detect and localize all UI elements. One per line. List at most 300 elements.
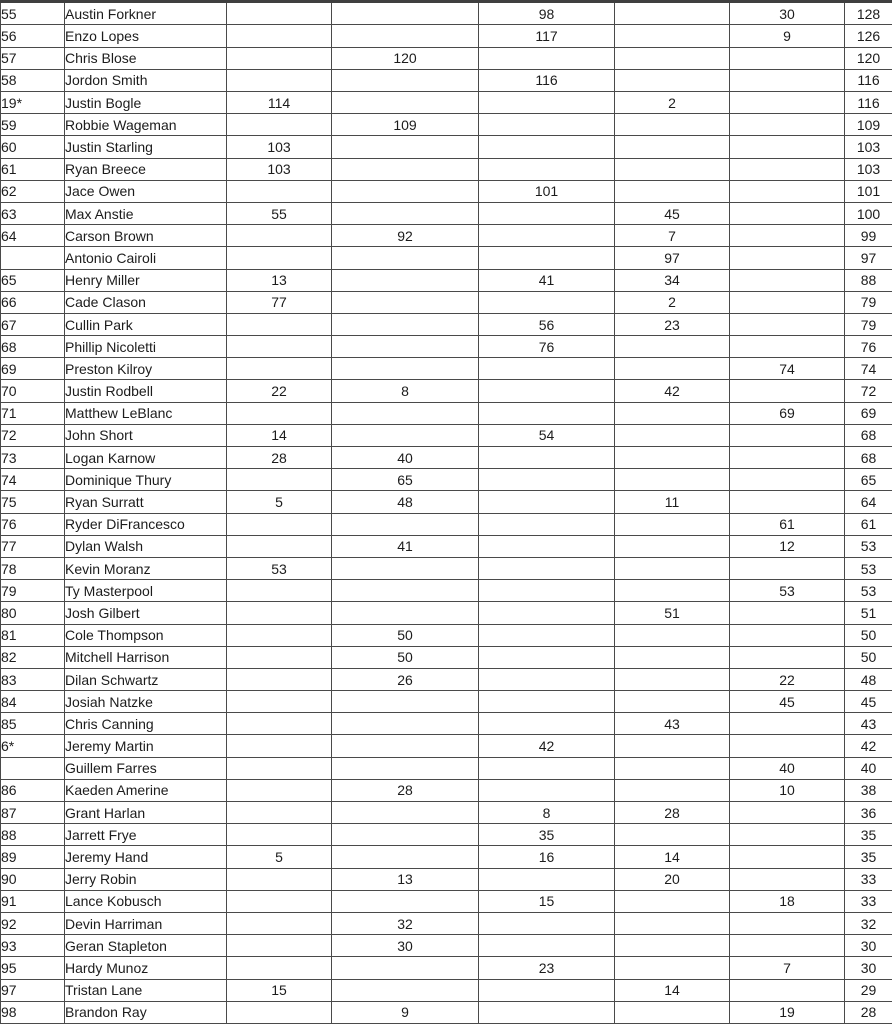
points-4-cell: 45 — [615, 202, 730, 224]
points-4-cell — [615, 447, 730, 469]
points-5-cell — [730, 868, 845, 890]
rank-cell: 98 — [1, 1001, 65, 1023]
rank-cell: 82 — [1, 646, 65, 668]
points-4-cell — [615, 25, 730, 47]
rank-cell: 59 — [1, 114, 65, 136]
table-row — [1, 802, 892, 824]
rank-cell — [1, 757, 65, 779]
rank-cell: 6* — [1, 735, 65, 757]
rank-cell: 97 — [1, 979, 65, 1001]
points-5-cell: 69 — [730, 402, 845, 424]
points-3-cell — [479, 358, 615, 380]
points-3-cell — [479, 1001, 615, 1023]
points-3-cell — [479, 402, 615, 424]
points-2-cell: 65 — [332, 469, 479, 491]
name-cell: Dylan Walsh — [65, 535, 227, 557]
rank-cell: 77 — [1, 535, 65, 557]
points-4-cell — [615, 580, 730, 602]
points-3-cell: 23 — [479, 957, 615, 979]
points-1-cell — [227, 668, 332, 690]
points-5-cell — [730, 180, 845, 202]
total-cell: 103 — [845, 158, 892, 180]
name-cell: Jeremy Hand — [65, 846, 227, 868]
points-4-cell: 23 — [615, 313, 730, 335]
table-row — [1, 713, 892, 735]
points-4-cell — [615, 535, 730, 557]
points-3-cell — [479, 158, 615, 180]
total-cell: 35 — [845, 846, 892, 868]
points-1-cell — [227, 580, 332, 602]
points-1-cell — [227, 247, 332, 269]
points-1-cell: 5 — [227, 491, 332, 513]
points-5-cell — [730, 247, 845, 269]
points-4-cell — [615, 47, 730, 69]
table-row — [1, 202, 892, 224]
points-1-cell — [227, 2, 332, 25]
name-cell: Jace Owen — [65, 180, 227, 202]
total-cell: 45 — [845, 691, 892, 713]
points-2-cell: 41 — [332, 535, 479, 557]
points-5-cell: 19 — [730, 1001, 845, 1023]
points-2-cell: 13 — [332, 868, 479, 890]
points-1-cell — [227, 912, 332, 934]
points-4-cell — [615, 402, 730, 424]
points-3-cell — [479, 557, 615, 579]
points-1-cell — [227, 513, 332, 535]
points-1-cell: 114 — [227, 92, 332, 114]
rank-cell: 55 — [1, 2, 65, 25]
points-1-cell — [227, 802, 332, 824]
points-2-cell — [332, 25, 479, 47]
points-4-cell — [615, 69, 730, 91]
total-cell: 33 — [845, 868, 892, 890]
table-row — [1, 779, 892, 801]
table-row — [1, 912, 892, 934]
points-3-cell — [479, 513, 615, 535]
points-3-cell — [479, 225, 615, 247]
name-cell: Henry Miller — [65, 269, 227, 291]
points-2-cell — [332, 69, 479, 91]
name-cell: Robbie Wageman — [65, 114, 227, 136]
points-4-cell — [615, 557, 730, 579]
points-3-cell — [479, 202, 615, 224]
total-cell: 72 — [845, 380, 892, 402]
table-row — [1, 402, 892, 424]
points-2-cell: 109 — [332, 114, 479, 136]
points-5-cell — [730, 424, 845, 446]
points-2-cell — [332, 92, 479, 114]
points-3-cell — [479, 935, 615, 957]
points-5-cell — [730, 336, 845, 358]
total-cell: 30 — [845, 957, 892, 979]
table-row — [1, 691, 892, 713]
points-5-cell — [730, 269, 845, 291]
table-row — [1, 513, 892, 535]
rank-cell: 65 — [1, 269, 65, 291]
points-4-cell — [615, 912, 730, 934]
total-cell: 35 — [845, 824, 892, 846]
points-5-cell: 61 — [730, 513, 845, 535]
rank-cell: 64 — [1, 225, 65, 247]
name-cell: Enzo Lopes — [65, 25, 227, 47]
points-3-cell — [479, 912, 615, 934]
points-1-cell — [227, 180, 332, 202]
points-1-cell — [227, 602, 332, 624]
total-cell: 53 — [845, 535, 892, 557]
points-4-cell: 11 — [615, 491, 730, 513]
points-4-cell — [615, 114, 730, 136]
points-5-cell — [730, 469, 845, 491]
points-4-cell — [615, 890, 730, 912]
points-3-cell — [479, 713, 615, 735]
table-row — [1, 890, 892, 912]
points-4-cell: 7 — [615, 225, 730, 247]
points-5-cell: 30 — [730, 2, 845, 25]
points-2-cell — [332, 846, 479, 868]
total-cell: 128 — [845, 2, 892, 25]
table-row — [1, 469, 892, 491]
rank-cell: 76 — [1, 513, 65, 535]
points-2-cell — [332, 602, 479, 624]
total-cell: 28 — [845, 1001, 892, 1023]
points-2-cell — [332, 713, 479, 735]
total-cell: 103 — [845, 136, 892, 158]
table-row — [1, 336, 892, 358]
points-5-cell — [730, 602, 845, 624]
points-2-cell — [332, 358, 479, 380]
name-cell: Ryan Surratt — [65, 491, 227, 513]
name-cell: Cade Clason — [65, 291, 227, 313]
total-cell: 120 — [845, 47, 892, 69]
name-cell: Jerry Robin — [65, 868, 227, 890]
total-cell: 79 — [845, 313, 892, 335]
total-cell: 116 — [845, 69, 892, 91]
table-row — [1, 757, 892, 779]
points-5-cell — [730, 846, 845, 868]
total-cell: 99 — [845, 225, 892, 247]
table-row — [1, 380, 892, 402]
points-5-cell — [730, 380, 845, 402]
name-cell: Logan Karnow — [65, 447, 227, 469]
points-4-cell — [615, 691, 730, 713]
rank-cell: 19* — [1, 92, 65, 114]
rank-cell: 95 — [1, 957, 65, 979]
points-3-cell — [479, 691, 615, 713]
name-cell: Cole Thompson — [65, 624, 227, 646]
points-4-cell — [615, 469, 730, 491]
points-1-cell — [227, 868, 332, 890]
total-cell: 51 — [845, 602, 892, 624]
points-4-cell — [615, 646, 730, 668]
points-5-cell — [730, 824, 845, 846]
points-1-cell: 55 — [227, 202, 332, 224]
table-row — [1, 846, 892, 868]
points-4-cell: 14 — [615, 846, 730, 868]
rank-cell: 93 — [1, 935, 65, 957]
points-3-cell — [479, 114, 615, 136]
points-5-cell — [730, 202, 845, 224]
points-1-cell — [227, 69, 332, 91]
name-cell: Austin Forkner — [65, 2, 227, 25]
rank-cell: 89 — [1, 846, 65, 868]
total-cell: 50 — [845, 646, 892, 668]
points-2-cell — [332, 424, 479, 446]
points-5-cell: 53 — [730, 580, 845, 602]
points-1-cell — [227, 779, 332, 801]
name-cell: Jordon Smith — [65, 69, 227, 91]
points-3-cell: 56 — [479, 313, 615, 335]
points-2-cell: 9 — [332, 1001, 479, 1023]
points-3-cell — [479, 380, 615, 402]
points-5-cell — [730, 912, 845, 934]
table-row — [1, 557, 892, 579]
points-4-cell — [615, 624, 730, 646]
total-cell: 53 — [845, 557, 892, 579]
points-4-cell: 34 — [615, 269, 730, 291]
table-row — [1, 225, 892, 247]
points-3-cell: 76 — [479, 336, 615, 358]
points-2-cell: 48 — [332, 491, 479, 513]
name-cell: Chris Blose — [65, 47, 227, 69]
points-5-cell — [730, 646, 845, 668]
name-cell: Carson Brown — [65, 225, 227, 247]
points-4-cell — [615, 668, 730, 690]
points-4-cell: 28 — [615, 802, 730, 824]
points-3-cell — [479, 668, 615, 690]
points-2-cell — [332, 580, 479, 602]
table-row — [1, 69, 892, 91]
total-cell: 32 — [845, 912, 892, 934]
points-1-cell — [227, 624, 332, 646]
rank-cell: 61 — [1, 158, 65, 180]
points-1-cell: 5 — [227, 846, 332, 868]
points-5-cell: 45 — [730, 691, 845, 713]
rank-cell: 72 — [1, 424, 65, 446]
name-cell: Antonio Cairoli — [65, 247, 227, 269]
points-2-cell: 120 — [332, 47, 479, 69]
table-row — [1, 735, 892, 757]
points-5-cell: 12 — [730, 535, 845, 557]
table-row — [1, 868, 892, 890]
points-4-cell: 2 — [615, 291, 730, 313]
points-1-cell — [227, 824, 332, 846]
points-3-cell: 54 — [479, 424, 615, 446]
points-1-cell — [227, 469, 332, 491]
points-2-cell: 32 — [332, 912, 479, 934]
points-3-cell — [479, 602, 615, 624]
name-cell: Dominique Thury — [65, 469, 227, 491]
name-cell: Devin Harriman — [65, 912, 227, 934]
points-2-cell — [332, 957, 479, 979]
points-3-cell — [479, 92, 615, 114]
table-row — [1, 424, 892, 446]
points-2-cell — [332, 2, 479, 25]
points-1-cell — [227, 47, 332, 69]
points-4-cell — [615, 424, 730, 446]
table-row — [1, 291, 892, 313]
points-3-cell: 42 — [479, 735, 615, 757]
name-cell: Ryan Breece — [65, 158, 227, 180]
total-cell: 88 — [845, 269, 892, 291]
rank-cell: 84 — [1, 691, 65, 713]
rank-cell: 66 — [1, 291, 65, 313]
table-row — [1, 668, 892, 690]
points-3-cell — [479, 624, 615, 646]
points-2-cell: 50 — [332, 624, 479, 646]
total-cell: 48 — [845, 668, 892, 690]
rank-cell: 70 — [1, 380, 65, 402]
total-cell: 43 — [845, 713, 892, 735]
points-3-cell — [479, 757, 615, 779]
points-3-cell: 8 — [479, 802, 615, 824]
points-4-cell — [615, 935, 730, 957]
name-cell: Matthew LeBlanc — [65, 402, 227, 424]
total-cell: 29 — [845, 979, 892, 1001]
points-2-cell: 26 — [332, 668, 479, 690]
points-4-cell — [615, 136, 730, 158]
points-5-cell — [730, 979, 845, 1001]
points-5-cell — [730, 136, 845, 158]
points-2-cell — [332, 202, 479, 224]
points-1-cell: 28 — [227, 447, 332, 469]
points-1-cell — [227, 225, 332, 247]
total-cell: 109 — [845, 114, 892, 136]
total-cell: 68 — [845, 447, 892, 469]
name-cell: John Short — [65, 424, 227, 446]
total-cell: 64 — [845, 491, 892, 513]
points-4-cell: 51 — [615, 602, 730, 624]
name-cell: Jarrett Frye — [65, 824, 227, 846]
points-4-cell: 2 — [615, 92, 730, 114]
points-5-cell: 74 — [730, 358, 845, 380]
rank-cell: 57 — [1, 47, 65, 69]
points-1-cell — [227, 646, 332, 668]
points-1-cell — [227, 114, 332, 136]
points-5-cell — [730, 624, 845, 646]
rank-cell: 69 — [1, 358, 65, 380]
rank-cell — [1, 247, 65, 269]
points-4-cell — [615, 735, 730, 757]
points-4-cell: 20 — [615, 868, 730, 890]
rank-cell: 92 — [1, 912, 65, 934]
name-cell: Mitchell Harrison — [65, 646, 227, 668]
rank-cell: 63 — [1, 202, 65, 224]
table-row — [1, 580, 892, 602]
points-1-cell — [227, 957, 332, 979]
name-cell: Phillip Nicoletti — [65, 336, 227, 358]
points-3-cell — [479, 868, 615, 890]
name-cell: Guillem Farres — [65, 757, 227, 779]
points-2-cell — [332, 291, 479, 313]
points-3-cell — [479, 447, 615, 469]
points-4-cell: 42 — [615, 380, 730, 402]
points-5-cell: 18 — [730, 890, 845, 912]
points-1-cell — [227, 713, 332, 735]
points-1-cell: 14 — [227, 424, 332, 446]
rank-cell: 79 — [1, 580, 65, 602]
points-5-cell — [730, 313, 845, 335]
points-2-cell — [332, 513, 479, 535]
name-cell: Ty Masterpool — [65, 580, 227, 602]
points-2-cell — [332, 313, 479, 335]
total-cell: 30 — [845, 935, 892, 957]
points-3-cell — [479, 47, 615, 69]
points-3-cell — [479, 469, 615, 491]
points-1-cell — [227, 25, 332, 47]
total-cell: 38 — [845, 779, 892, 801]
name-cell: Justin Starling — [65, 136, 227, 158]
points-5-cell — [730, 225, 845, 247]
points-5-cell — [730, 69, 845, 91]
name-cell: Dilan Schwartz — [65, 668, 227, 690]
total-cell: 40 — [845, 757, 892, 779]
total-cell: 68 — [845, 424, 892, 446]
points-4-cell — [615, 358, 730, 380]
name-cell: Brandon Ray — [65, 1001, 227, 1023]
total-cell: 101 — [845, 180, 892, 202]
points-4-cell — [615, 757, 730, 779]
rank-cell: 56 — [1, 25, 65, 47]
points-4-cell — [615, 824, 730, 846]
name-cell: Cullin Park — [65, 313, 227, 335]
points-4-cell — [615, 1001, 730, 1023]
points-4-cell — [615, 158, 730, 180]
points-1-cell — [227, 935, 332, 957]
total-cell: 65 — [845, 469, 892, 491]
points-5-cell — [730, 447, 845, 469]
rank-cell: 90 — [1, 868, 65, 890]
points-3-cell: 116 — [479, 69, 615, 91]
points-5-cell — [730, 935, 845, 957]
points-1-cell: 103 — [227, 158, 332, 180]
points-4-cell — [615, 957, 730, 979]
points-3-cell: 117 — [479, 25, 615, 47]
table-row — [1, 313, 892, 335]
name-cell: Jeremy Martin — [65, 735, 227, 757]
rank-cell: 83 — [1, 668, 65, 690]
points-5-cell: 22 — [730, 668, 845, 690]
name-cell: Josiah Natzke — [65, 691, 227, 713]
points-2-cell — [332, 136, 479, 158]
table-row — [1, 269, 892, 291]
name-cell: Max Anstie — [65, 202, 227, 224]
points-2-cell — [332, 336, 479, 358]
total-cell: 42 — [845, 735, 892, 757]
points-4-cell — [615, 779, 730, 801]
points-5-cell — [730, 291, 845, 313]
total-cell: 61 — [845, 513, 892, 535]
table-row — [1, 602, 892, 624]
points-4-cell — [615, 513, 730, 535]
rank-cell: 91 — [1, 890, 65, 912]
points-5-cell — [730, 802, 845, 824]
rank-cell: 73 — [1, 447, 65, 469]
total-cell: 33 — [845, 890, 892, 912]
points-3-cell: 15 — [479, 890, 615, 912]
points-3-cell: 35 — [479, 824, 615, 846]
points-4-cell — [615, 180, 730, 202]
total-cell: 126 — [845, 25, 892, 47]
table-row — [1, 92, 892, 114]
rank-cell: 86 — [1, 779, 65, 801]
rank-cell: 62 — [1, 180, 65, 202]
points-3-cell — [479, 136, 615, 158]
points-3-cell — [479, 247, 615, 269]
points-3-cell — [479, 491, 615, 513]
points-2-cell — [332, 269, 479, 291]
points-2-cell — [332, 824, 479, 846]
rank-cell: 85 — [1, 713, 65, 735]
